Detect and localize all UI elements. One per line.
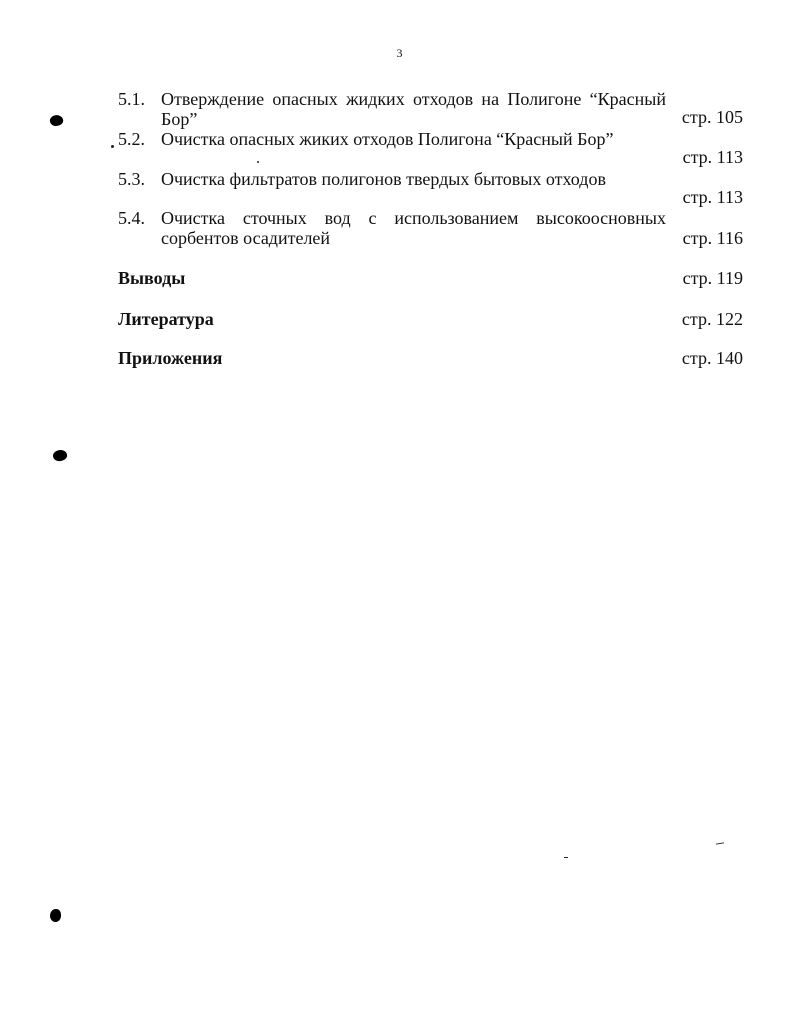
punch-hole-mark — [52, 448, 68, 462]
toc-entry-page: стр. 113 — [682, 187, 743, 207]
toc-entry-title: Очистка фильтратов полигонов твердых бытовых отходов — [161, 169, 606, 189]
scan-speck — [257, 161, 259, 163]
toc-entry-page: стр. 113 — [682, 147, 743, 167]
toc-entry-page: стр. 116 — [682, 228, 743, 248]
toc-heading — [118, 268, 743, 290]
punch-hole-mark — [50, 909, 61, 922]
scan-speck — [564, 857, 568, 858]
toc-entry-title: Очистка опасных жиких отходов Полигона “Красный Бор” — [161, 129, 614, 149]
toc-heading-page: стр. 119 — [682, 268, 743, 288]
toc-entry-number: 5.3. — [118, 169, 145, 189]
toc-heading-page: стр. 140 — [681, 348, 743, 368]
toc-heading — [118, 309, 743, 331]
toc-entry — [118, 89, 743, 133]
toc-entry — [118, 129, 743, 173]
toc-heading-page: стр. 122 — [681, 309, 743, 329]
toc-entry-number: 5.1. — [118, 89, 145, 109]
toc-heading-title: Приложения — [118, 348, 223, 368]
scan-speck — [716, 842, 724, 844]
toc-entry — [118, 208, 743, 252]
punch-hole-mark — [49, 113, 65, 128]
scan-speck — [111, 145, 114, 148]
toc-heading — [118, 348, 743, 370]
toc-entry-title: Отверждение опасных жидких отходов на Полигоне “Красный Бор” — [161, 89, 666, 129]
toc-heading-title: Выводы — [118, 268, 186, 288]
page-number: 3 — [396, 46, 403, 60]
toc-entry-page: стр. 105 — [681, 107, 743, 127]
toc-entry-number: 5.4. — [118, 208, 145, 228]
toc-entry-number: 5.2. — [118, 129, 145, 149]
toc-heading-title: Литература — [118, 309, 214, 329]
toc-entry-title: Очистка сточных вод с использованием высокоосновных сорбентов осадителей — [161, 208, 666, 248]
toc-entry — [118, 169, 743, 213]
